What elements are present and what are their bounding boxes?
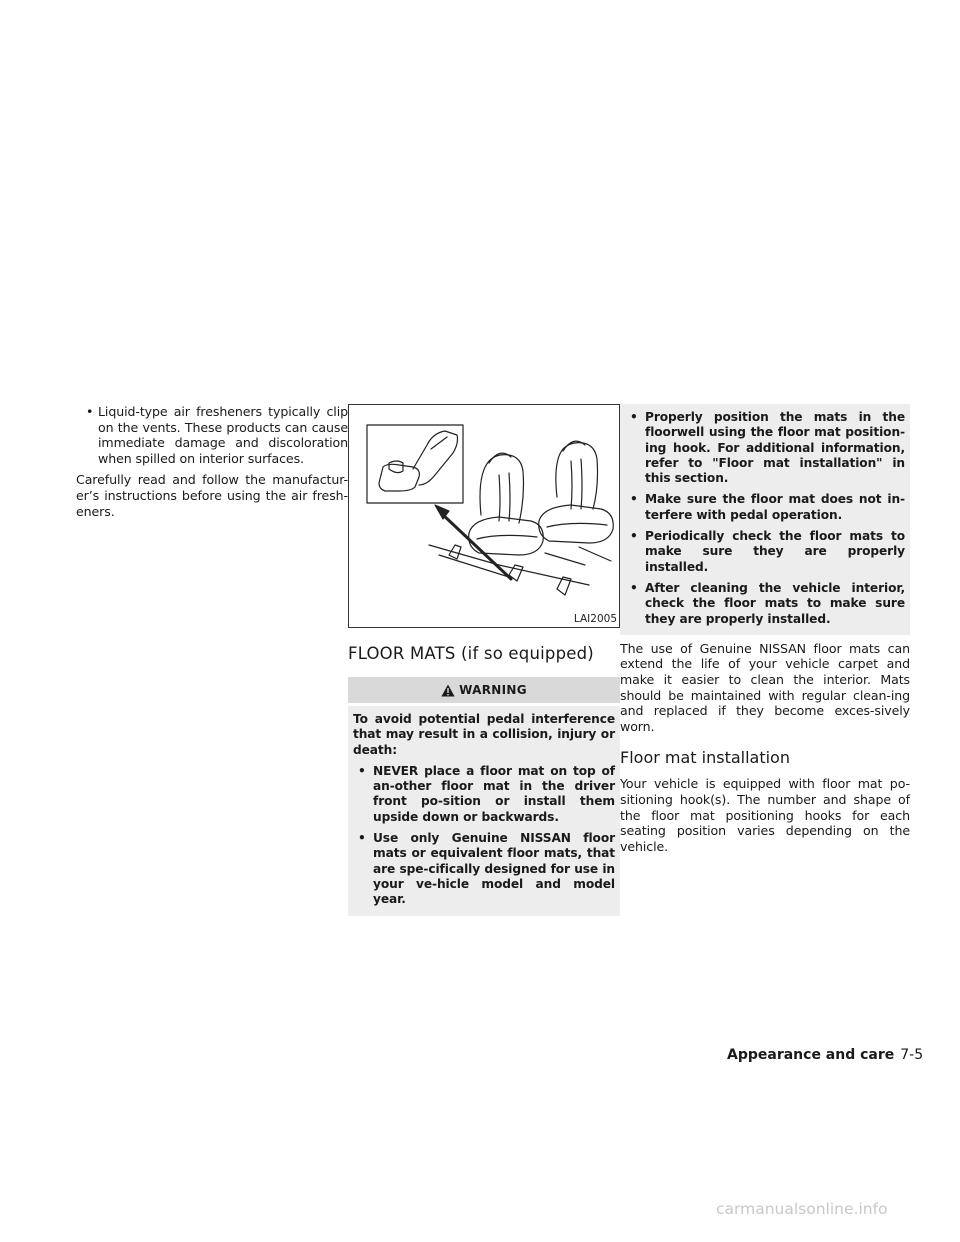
warning-body-continued [620,404,910,635]
page-number: 7-5 [900,1047,924,1063]
subsection-title: Floor mat installation [620,748,790,768]
warning-label: WARNING [459,683,527,697]
watermark: carmanualsonline.info [716,1200,888,1218]
warning-triangle-icon [441,684,455,697]
warning-body [348,706,620,916]
warning-header [348,677,620,703]
warning-item: • After cleaning the vehicle interior, check the floor mats to make sure they are properly installed. [625,581,905,627]
floor-mat-hook-illustration [349,405,619,627]
warning-item: • Periodically check the floor mats to make sure they are properly installed. [625,529,905,575]
section-name: Appearance and care [727,1047,895,1063]
section-title: FLOOR MATS (if so equipped) [348,644,594,663]
paragraph: Carefully read and follow the manufactur-er’s instructions before using the air fresh-eners. [76,472,348,519]
column-left [76,404,348,519]
page-footer [727,1047,923,1063]
paragraph: The use of Genuine NISSAN floor mats can extend the life of your vehicle carpet and make it easier to clean the interior. Mats should be maintained with regular clean-ing and replaced if they become exces-sively worn. [620,640,910,734]
warning-item: • Properly position the mats in the floorwell using the floor mat position-ing hook. For additional information, refer to "Floor mat installation" in this section. [625,410,905,486]
column-middle [348,404,620,916]
warning-item: • Use only Genuine NISSAN floor mats or equivalent floor mats, that are spe-cifically designed for use in your ve-hicle model and model year. [353,831,615,907]
list-item: • Liquid-type air fresheners typically clip on the vents. These products can cause immediate damage and discoloration when spilled on interior surfaces. [76,404,348,466]
column-right [620,404,910,854]
warning-intro: To avoid potential pedal interference that may result in a collision, injury or death: [353,712,615,757]
figure-code: LAI2005 [573,613,617,625]
warning-item: • NEVER place a floor mat on top of an-other floor mat in the driver front po-sition or install them upside down or backwards. [353,764,615,825]
paragraph: Your vehicle is equipped with floor mat po-sitioning hook(s). The number and shape of the floor mat positioning hooks for each seating position varies depending on the vehicle. [620,776,910,854]
floor-mat-hook-figure [348,404,620,628]
warning-item: • Make sure the floor mat does not in-terfere with pedal operation. [625,492,905,523]
